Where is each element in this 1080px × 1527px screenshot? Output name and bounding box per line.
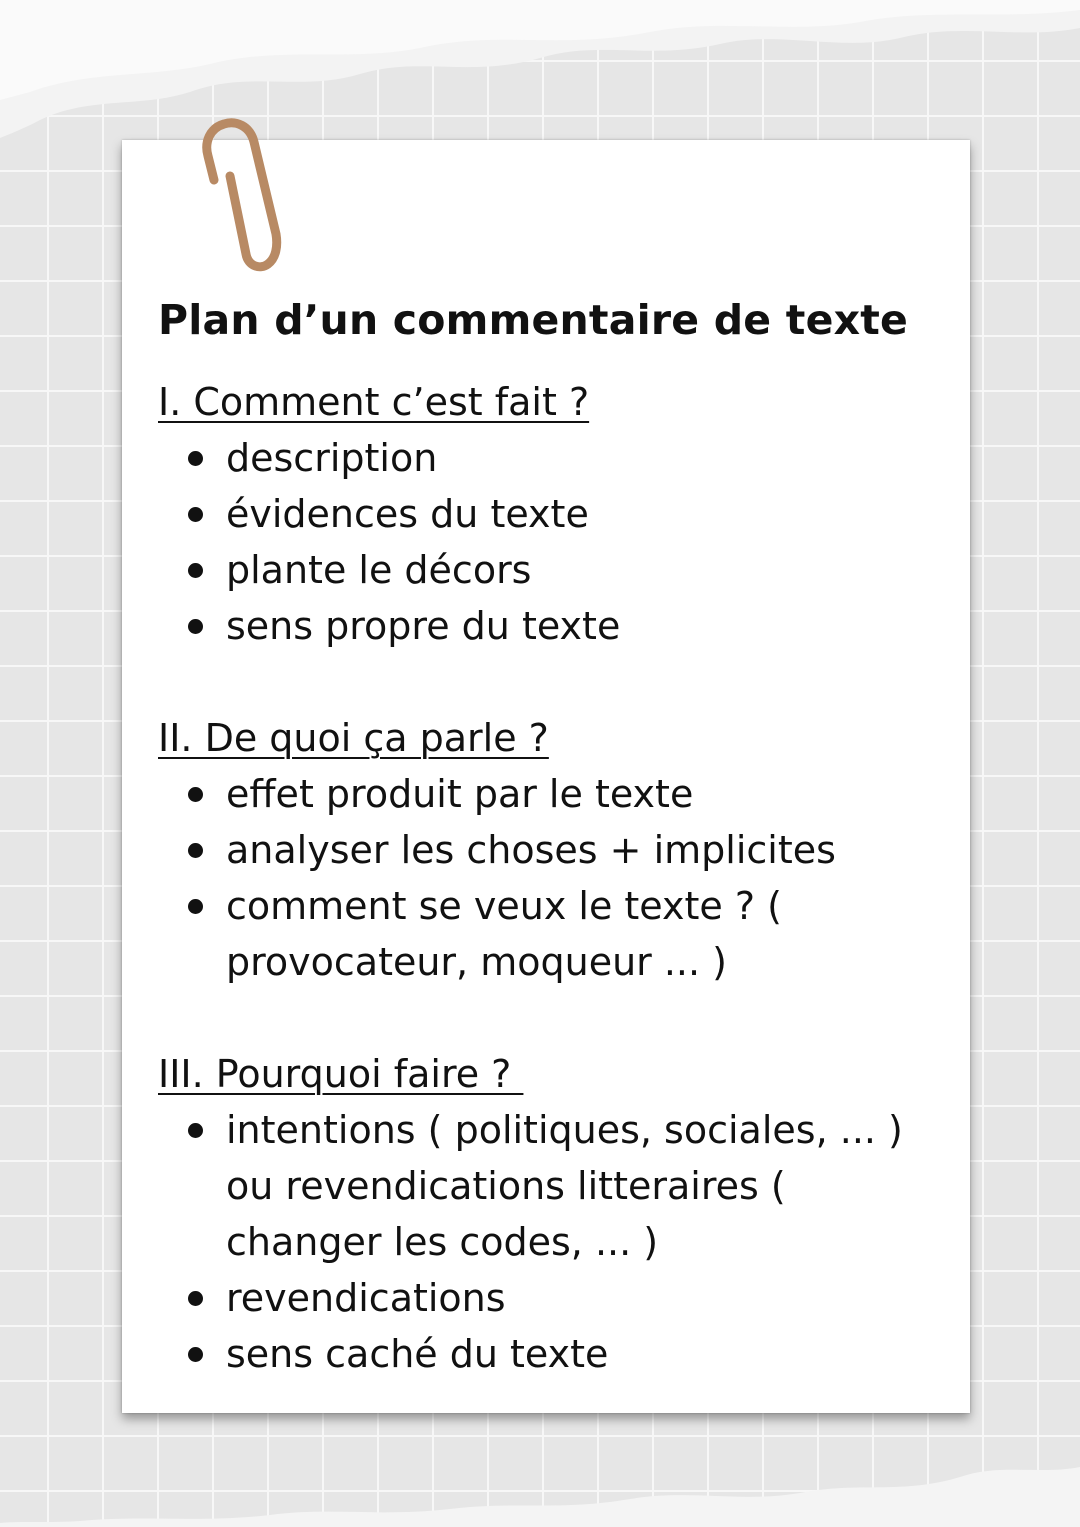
list-item (226, 822, 948, 878)
bullet-icon (188, 451, 203, 466)
list-item (226, 486, 948, 542)
list-item-text: analyser les choses + implicites (226, 828, 836, 872)
note-content (158, 290, 948, 1438)
paperclip-icon (196, 118, 288, 280)
torn-paper-top (0, 0, 1080, 150)
bullet-list (158, 766, 948, 990)
list-item (226, 1326, 948, 1382)
list-item (226, 1102, 948, 1270)
list-item (226, 878, 948, 990)
torn-paper-bottom (0, 1437, 1080, 1527)
list-item (226, 598, 948, 654)
section-2 (158, 710, 948, 990)
section-heading: II. De quoi ça parle ? (158, 716, 549, 760)
list-item-text: sens propre du texte (226, 604, 621, 648)
section-heading: I. Comment c’est fait ? (158, 380, 590, 424)
list-item-text: comment se veux le texte ? ( provocateur, moqueur ... ) (226, 884, 782, 984)
bullet-icon (188, 1291, 203, 1306)
section-3 (158, 1046, 948, 1382)
list-item (226, 542, 948, 598)
list-item-text: évidences du texte (226, 492, 589, 536)
list-item-text: intentions ( politiques, sociales, ... ) ou revendications litteraires ( changer les codes, ... ) (226, 1108, 903, 1264)
note-paper (122, 140, 970, 1413)
bullet-icon (188, 507, 203, 522)
list-item-text: revendications (226, 1276, 506, 1320)
list-item (226, 766, 948, 822)
bullet-icon (188, 843, 203, 858)
list-item (226, 430, 948, 486)
bullet-icon (188, 1123, 203, 1138)
list-item-text: plante le décors (226, 548, 532, 592)
list-item (226, 1270, 948, 1326)
bullet-icon (188, 787, 203, 802)
list-item-text: description (226, 436, 438, 480)
bullet-icon (188, 563, 203, 578)
page-title: Plan d’un commentaire de texte (158, 296, 909, 344)
bullet-icon (188, 1347, 203, 1362)
list-item-text: sens caché du texte (226, 1332, 609, 1376)
section-heading: III. Pourquoi faire ? (158, 1052, 524, 1096)
bullet-list (158, 1102, 948, 1382)
bullet-icon (188, 619, 203, 634)
bullet-list (158, 430, 948, 654)
bullet-icon (188, 899, 203, 914)
section-1 (158, 374, 948, 654)
list-item-text: effet produit par le texte (226, 772, 694, 816)
